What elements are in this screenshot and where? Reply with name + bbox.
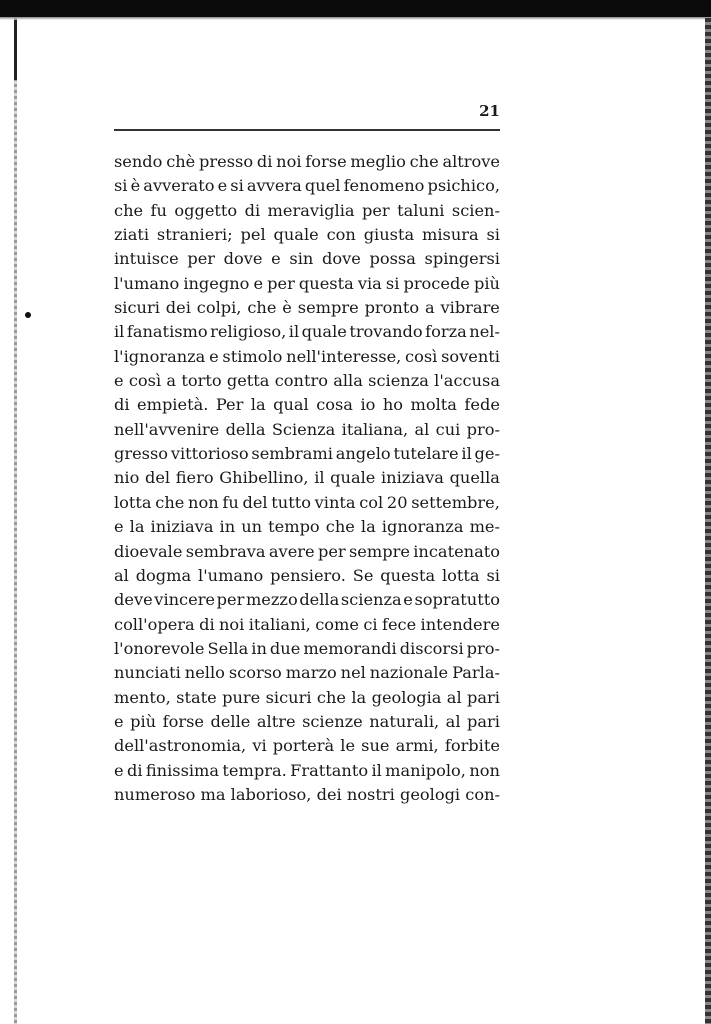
page-right-edge [705,18,711,1024]
text-line: ziati stranieri; pel quale con giusta misura si [114,225,500,245]
text-line: coll'opera di noi italiani, come ci fece intendere [114,614,500,634]
text-line: l'ignoranza e stimolo nell'interesse, così soventi [114,346,500,366]
text-line: l'onorevole Sella in due memorandi discorsi pro- [114,638,500,658]
text-line: nio del fiero Ghibellino, il quale iniziava quella [114,468,500,488]
text-line: nell'avvenire della Scienza italiana, al cui pro- [114,419,500,439]
text-line: e la iniziava in un tempo che la ignoranza me- [114,517,500,537]
scan-top-border-edge [0,14,711,20]
header-rule [114,129,500,131]
text-line: di empietà. Per la qual cosa io ho molta fede [114,395,500,415]
text-line: deve vincere per mezzo della scienza e sopratutto [114,590,500,610]
text-line: dioevale sembrava avere per sempre incatenato [114,541,500,561]
book-gutter [14,18,17,1024]
text-line: e più forse delle altre scienze naturali, al pari [114,711,500,731]
text-line: al dogma l'umano pensiero. Se questa lotta si [114,565,500,585]
body-text [114,150,500,807]
text-line: e così a torto getta contro alla scienza l'accusa [114,371,500,391]
text-line: sendo chè presso di noi forse meglio che altrove [114,152,500,171]
text-line: lotta che non fu del tutto vinta col 20 settembre, [114,492,500,512]
text-line: sicuri dei colpi, che è sempre pronto a vibrare [114,298,500,318]
text-line: numeroso ma laborioso, dei nostri geologi con- [114,784,500,804]
text-line: mento, state pure sicuri che la geologia al pari [114,687,500,707]
text-line: che fu oggetto di meraviglia per taluni scien- [114,200,500,220]
text-line: gresso vittorioso sembrami angelo tutelare il ge- [114,444,500,464]
text-line: e di finissima tempra. Frattanto il manipolo, non [114,760,500,780]
text-line: l'umano ingegno e per questa via si procede più [114,273,500,293]
text-line: si è avverato e si avvera quel fenomeno psichico, [114,176,500,196]
text-line: nunciati nello scorso marzo nel nazionale Parla- [114,663,500,683]
text-line: il fanatismo religioso, il quale trovando forza nel- [114,322,500,342]
page-number: 21 [479,102,500,120]
ink-spot [25,312,31,318]
text-line: dell'astronomia, vi porterà le sue armi, forbite [114,736,500,756]
book-gutter-shadow [14,20,17,80]
text-line: intuisce per dove e sin dove possa spingersi [114,249,500,269]
